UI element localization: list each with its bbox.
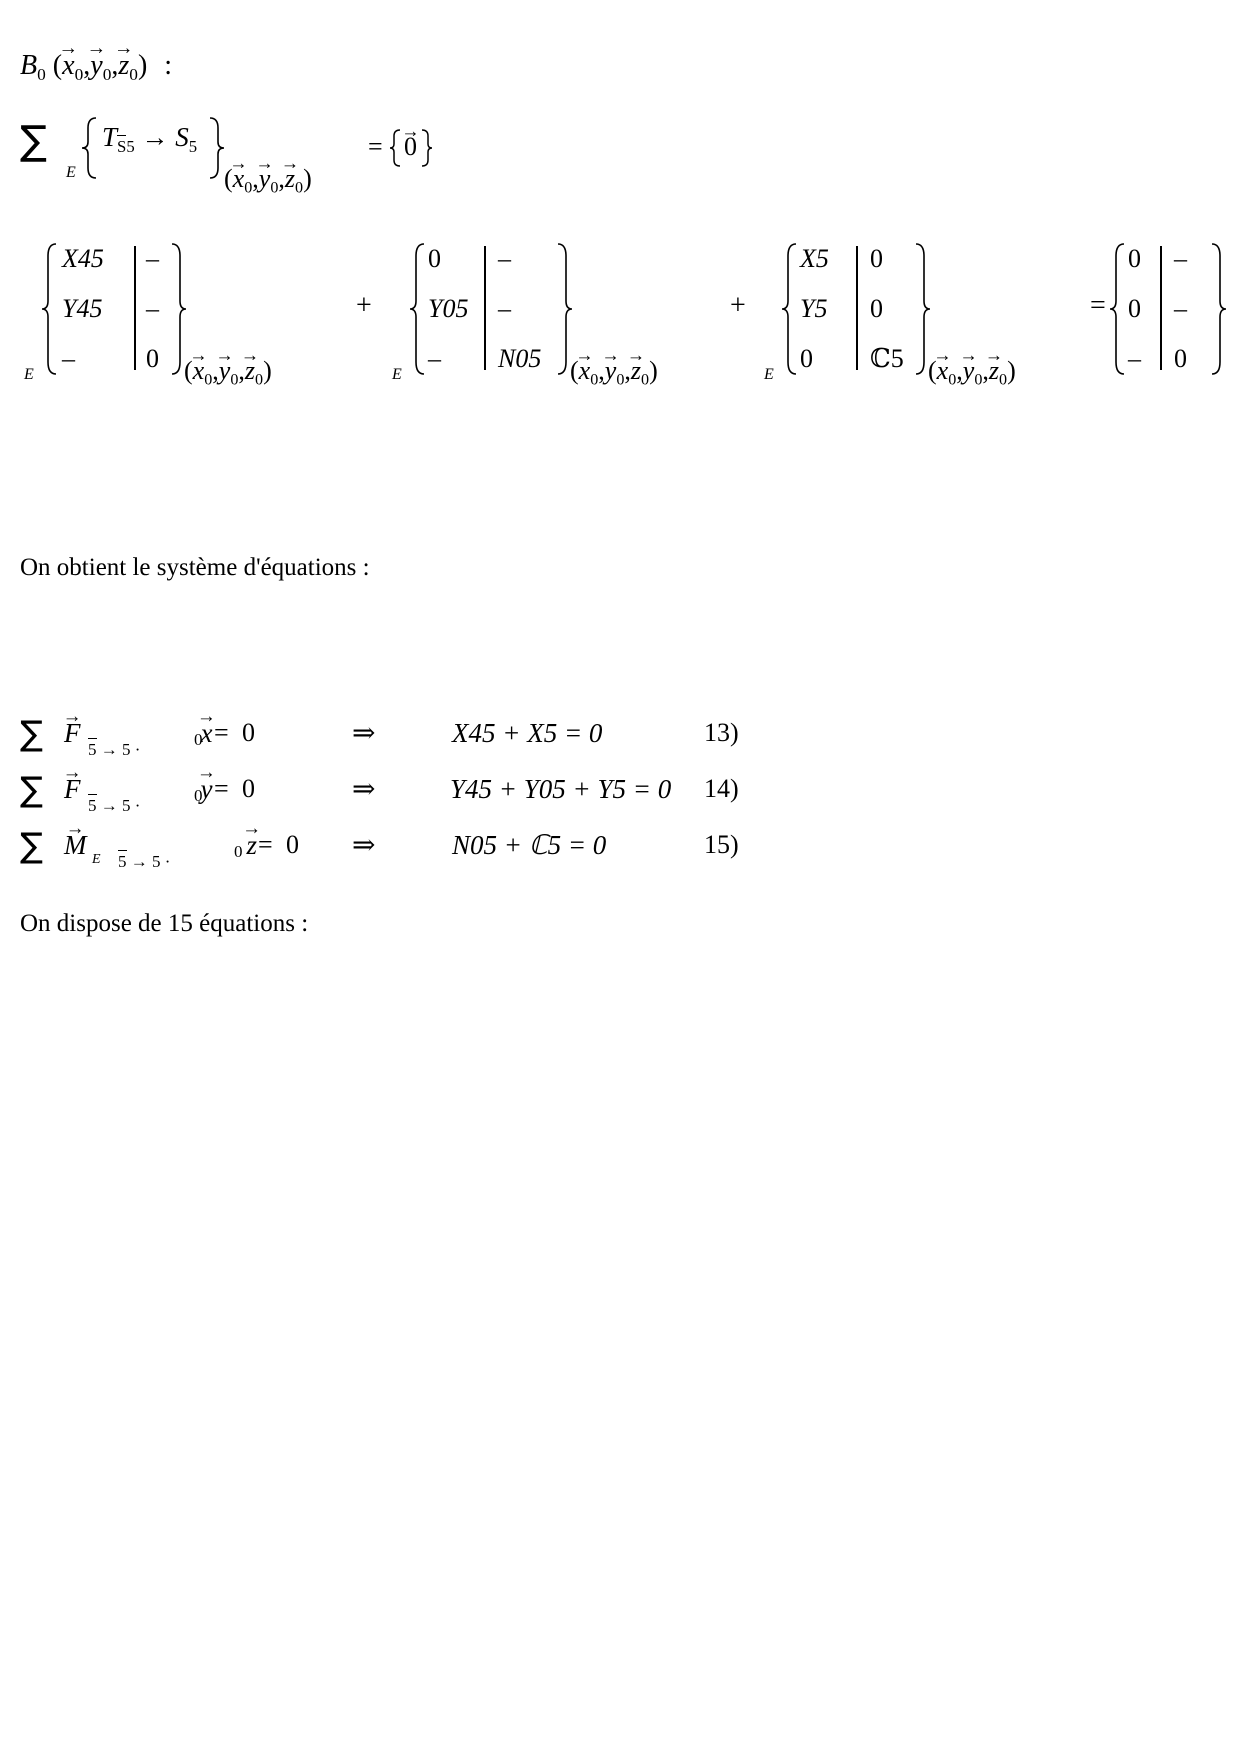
torsor-1: E X45 Y45 – – – 0 (→ $x_0,\to y_0,\to z_0$) <box>20 238 340 398</box>
equation-15-number: 15) <box>704 830 739 859</box>
equation-14: ∑ → F 5 → 5 · → y 0 = 0 ⇒ Y45 + Y05 + Y5 = 0 14) <box>20 766 780 822</box>
equation-14-number: 14) <box>704 774 739 803</box>
torsor-result-right-brace <box>1208 242 1228 376</box>
equations-block <box>20 710 780 890</box>
equals-sign-torsors: = <box>1090 290 1106 321</box>
torsor-sum-row <box>0 238 1240 398</box>
torsor-2-basis: (→ $x_0,\to y_0,\to z_0$) <box>570 356 658 386</box>
z-vector: → z <box>118 50 129 82</box>
implies-icon: ⇒ <box>352 718 376 749</box>
torsor-3-basis: (→ $x_0,\to y_0,\to z_0$) <box>928 356 1016 386</box>
sum-index: E <box>66 164 76 181</box>
basis-label: (→ $x_0,\to y_0,\to z_0$) <box>224 164 312 194</box>
base-letter: B <box>20 50 38 81</box>
torsor-1-left-brace <box>40 242 60 376</box>
torsor-result: 0 0 – – – 0 <box>1108 238 1234 388</box>
zero-brace-left <box>388 128 402 168</box>
torsor-expression: $T_{S5} \to S_5$ <box>102 122 198 156</box>
equation-14-result: Y45 + Y05 + Y5 = 0 <box>450 774 672 804</box>
zero-brace-right <box>420 128 434 168</box>
left-brace <box>80 116 100 180</box>
count-line-text: On dispose de 15 équations : <box>20 910 309 937</box>
torsor-2: E 0 Y05 – – – N05 (→ $x_0,\to y_0,\to z_0$) <box>388 238 718 398</box>
sum-symbol: ∑ <box>20 118 47 164</box>
system-intro-text: On obtient le système d'équations : <box>20 554 370 581</box>
plus-sign-1: + <box>356 290 372 321</box>
sum-equation <box>20 112 460 202</box>
zero-vector: → 0 <box>404 132 417 162</box>
torsor-1-basis: (→ $x_0,\to y_0,\to z_0$) <box>184 356 272 386</box>
equation-15-result: N05 + ℂ5 = 0 <box>452 830 607 860</box>
plus-sign-2: + <box>730 290 746 321</box>
base-header: $B_0$ (→ $x_0,\to y_0,\to z_0$) : <box>20 50 172 82</box>
right-brace <box>206 116 226 180</box>
torsor-2-left-brace <box>408 242 428 376</box>
torsor-3: E X5 Y5 0 0 0 ℂ5 (→ $x_0,\to y_0,\to z_0$) <box>760 238 1090 398</box>
x-vector: → x <box>62 50 74 82</box>
equation-13-number: 13) <box>704 718 739 747</box>
equation-13-result: X45 + X5 = 0 <box>452 718 603 748</box>
y-vector: → y <box>90 50 102 82</box>
equation-13: ∑ → F 5 → 5 · → x 0 = 0 ⇒ X45 + X5 = 0 13) <box>20 710 780 766</box>
equals-sign: = <box>368 132 383 161</box>
torsor-result-left-brace <box>1108 242 1128 376</box>
equation-15: ∑ → M E 5 → 5 · → z 0 = 0 ⇒ N05 + ℂ5 = 0 15) <box>20 822 780 882</box>
torsor-3-left-brace <box>780 242 800 376</box>
